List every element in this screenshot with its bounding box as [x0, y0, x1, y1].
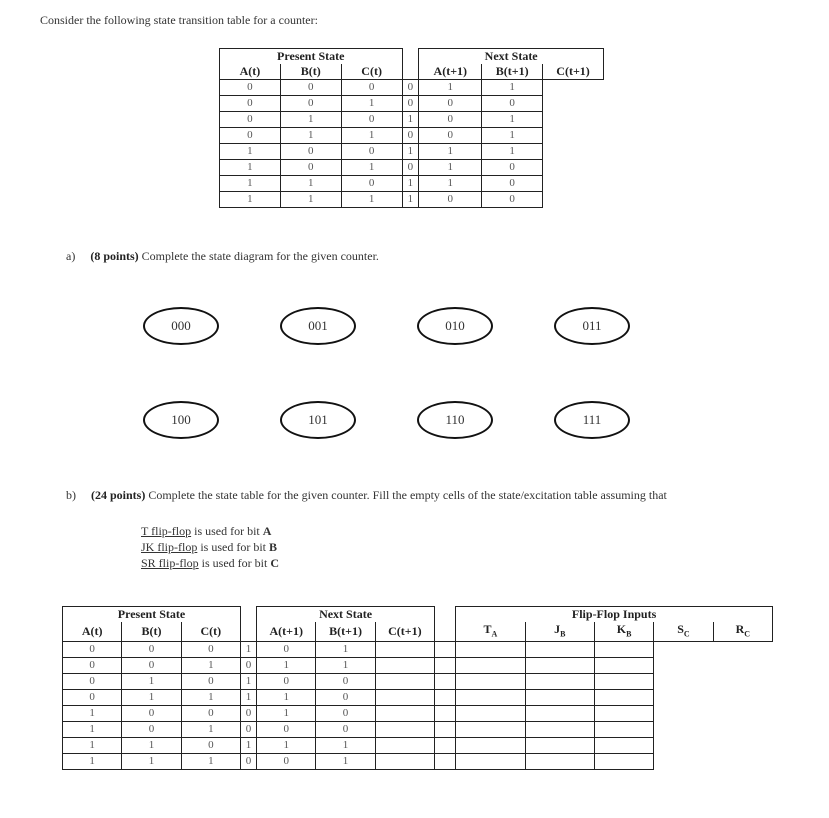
- table-cell: 1: [220, 160, 281, 176]
- table-cell: 0: [240, 706, 256, 722]
- ff-input-cell[interactable]: [525, 658, 594, 674]
- table-cell: 1: [402, 176, 419, 192]
- state-node-111[interactable]: 111: [554, 401, 630, 439]
- table-cell: 1: [181, 690, 240, 706]
- table-row: [63, 706, 773, 722]
- ff-input-cell[interactable]: [456, 722, 525, 738]
- ff-input-cell[interactable]: [375, 690, 434, 706]
- table-cell: 1: [122, 738, 181, 754]
- table-cell: 0: [482, 160, 543, 176]
- ff-input-cell[interactable]: [525, 754, 594, 770]
- ff-input-cell[interactable]: [435, 754, 456, 770]
- ff-input-cell[interactable]: [525, 674, 594, 690]
- table-cell: 0: [316, 706, 375, 722]
- table-cell: 0: [316, 722, 375, 738]
- table-cell: 1: [341, 192, 402, 208]
- table-cell: 1: [419, 144, 482, 160]
- ff-input-cell[interactable]: [375, 706, 434, 722]
- ff-input-cell[interactable]: [456, 754, 525, 770]
- table-cell: 1: [419, 176, 482, 192]
- ff-input-cell[interactable]: [594, 754, 653, 770]
- ff-input-cell[interactable]: [594, 706, 653, 722]
- table-cell: 0: [220, 128, 281, 144]
- col2-a-t1: A(t+1): [257, 622, 316, 642]
- table-cell: 0: [280, 96, 341, 112]
- ff-input-cell[interactable]: [435, 690, 456, 706]
- ff-input-cell[interactable]: [375, 754, 434, 770]
- table-cell: 1: [419, 80, 482, 96]
- ff-input-cell[interactable]: [375, 722, 434, 738]
- next-state-header: Next State: [419, 49, 604, 65]
- table-cell: 1: [63, 722, 122, 738]
- table-cell: 0: [316, 690, 375, 706]
- table-cell: 1: [63, 738, 122, 754]
- ff-input-cell[interactable]: [594, 738, 653, 754]
- table-cell: 1: [122, 754, 181, 770]
- table-row: [220, 96, 604, 112]
- col-a-t1: A(t+1): [419, 64, 482, 80]
- table-cell: 0: [257, 722, 316, 738]
- table-cell: 1: [316, 642, 375, 658]
- table-row: [63, 658, 773, 674]
- table-row: [63, 738, 773, 754]
- next-state-header-2: Next State: [257, 607, 435, 623]
- ff-line-a: T flip-flop is used for bit A: [141, 524, 272, 538]
- table-cell: 0: [419, 128, 482, 144]
- ff-input-cell[interactable]: [525, 722, 594, 738]
- table-cell: 1: [341, 160, 402, 176]
- col-c-t1: C(t+1): [543, 64, 604, 80]
- table-cell: 0: [257, 754, 316, 770]
- ff-input-cell[interactable]: [525, 690, 594, 706]
- table-cell: 1: [341, 96, 402, 112]
- state-node-011[interactable]: 011: [554, 307, 630, 345]
- ff-input-cell[interactable]: [525, 706, 594, 722]
- ff-input-cell[interactable]: [375, 674, 434, 690]
- table-cell: 1: [257, 690, 316, 706]
- table-cell: 0: [341, 144, 402, 160]
- ff-input-cell[interactable]: [456, 690, 525, 706]
- table-cell: 0: [181, 674, 240, 690]
- table-cell: 0: [280, 80, 341, 96]
- table-cell: 1: [482, 144, 543, 160]
- ff-input-cell[interactable]: [525, 642, 594, 658]
- table-cell: 0: [482, 192, 543, 208]
- col-ta: $T_A$: [456, 622, 525, 642]
- table-cell: 1: [220, 192, 281, 208]
- col2-a-t: A(t): [63, 622, 122, 642]
- table-row: [63, 754, 773, 770]
- table-cell: 0: [482, 96, 543, 112]
- state-transition-table: [219, 48, 604, 208]
- table-cell: 0: [122, 722, 181, 738]
- ff-input-cell[interactable]: [456, 674, 525, 690]
- ff-input-cell[interactable]: [594, 674, 653, 690]
- table-cell: 0: [240, 722, 256, 738]
- table-cell: 1: [257, 738, 316, 754]
- table-cell: 1: [220, 144, 281, 160]
- table-cell: 0: [257, 642, 316, 658]
- table-cell: 0: [419, 96, 482, 112]
- ff-input-cell[interactable]: [456, 706, 525, 722]
- part-b-question: b) (24 points) Complete the state table for the given counter. Fill the empty cells of the state/excitation table assuming that: [66, 488, 667, 502]
- table-row: [63, 642, 773, 658]
- table-cell: 0: [280, 144, 341, 160]
- table-cell: 1: [240, 690, 256, 706]
- col2-b-t: B(t): [122, 622, 181, 642]
- table-cell: 1: [63, 706, 122, 722]
- table-cell: 1: [280, 128, 341, 144]
- present-state-header: Present State: [220, 49, 403, 65]
- table-row: [220, 192, 604, 208]
- state-node-000[interactable]: 000: [143, 307, 219, 345]
- table-cell: 0: [220, 80, 281, 96]
- ff-line-c: SR flip-flop is used for bit C: [141, 556, 280, 570]
- col-sc: $S_C$: [654, 622, 713, 642]
- table-cell: 1: [316, 658, 375, 674]
- table-row: [220, 128, 604, 144]
- ff-input-cell[interactable]: [375, 658, 434, 674]
- table-cell: 1: [181, 722, 240, 738]
- table-cell: 0: [220, 112, 281, 128]
- excitation-table: [62, 606, 773, 770]
- table-cell: 0: [402, 128, 419, 144]
- col-jb: $J_B$: [525, 622, 594, 642]
- ff-input-cell[interactable]: [435, 642, 456, 658]
- table-cell: 0: [181, 642, 240, 658]
- state-node-100[interactable]: 100: [143, 401, 219, 439]
- table-cell: 1: [341, 128, 402, 144]
- col-kb: $K_B$: [594, 622, 653, 642]
- table-cell: 1: [240, 674, 256, 690]
- table-cell: 1: [280, 192, 341, 208]
- col2-c-t: C(t): [181, 622, 240, 642]
- state-node-110[interactable]: 110: [417, 401, 493, 439]
- table-cell: 0: [122, 706, 181, 722]
- col2-b-t1: B(t+1): [316, 622, 375, 642]
- table-cell: 0: [63, 658, 122, 674]
- table-cell: 0: [482, 176, 543, 192]
- table-cell: 1: [181, 658, 240, 674]
- table-cell: 0: [402, 160, 419, 176]
- table-cell: 0: [63, 690, 122, 706]
- table-row: [63, 722, 773, 738]
- table-cell: 1: [482, 112, 543, 128]
- state-node-101[interactable]: 101: [280, 401, 356, 439]
- table-cell: 0: [316, 674, 375, 690]
- table-cell: 1: [402, 112, 419, 128]
- table-cell: 1: [316, 754, 375, 770]
- table-cell: 1: [122, 690, 181, 706]
- ff-input-cell[interactable]: [375, 642, 434, 658]
- table-cell: 0: [122, 642, 181, 658]
- ff-input-cell[interactable]: [375, 738, 434, 754]
- ff-line-b: JK flip-flop is used for bit B: [141, 540, 278, 554]
- table-cell: 1: [280, 176, 341, 192]
- table-row: [220, 160, 604, 176]
- state-node-001[interactable]: 001: [280, 307, 356, 345]
- table-cell: 1: [122, 674, 181, 690]
- table-cell: 1: [257, 658, 316, 674]
- table-cell: 0: [122, 658, 181, 674]
- table-cell: 1: [280, 112, 341, 128]
- table-cell: 1: [240, 738, 256, 754]
- ff-input-cell[interactable]: [594, 690, 653, 706]
- col-a-t: A(t): [220, 64, 281, 80]
- ff-input-cell[interactable]: [435, 738, 456, 754]
- table-cell: 0: [341, 80, 402, 96]
- table-row: [63, 690, 773, 706]
- table-cell: 0: [402, 96, 419, 112]
- table-cell: 1: [181, 754, 240, 770]
- ff-input-cell[interactable]: [456, 658, 525, 674]
- table-cell: 0: [419, 192, 482, 208]
- table-row: [63, 674, 773, 690]
- table-cell: 1: [482, 80, 543, 96]
- table-cell: 1: [257, 706, 316, 722]
- table-cell: 1: [402, 192, 419, 208]
- ff-input-cell[interactable]: [435, 706, 456, 722]
- table-cell: 0: [63, 642, 122, 658]
- table-cell: 1: [220, 176, 281, 192]
- table-cell: 0: [63, 674, 122, 690]
- table-cell: 0: [280, 160, 341, 176]
- table-row: [220, 176, 604, 192]
- present-state-header-2: Present State: [63, 607, 241, 623]
- table-cell: 0: [181, 706, 240, 722]
- table-cell: 1: [240, 642, 256, 658]
- col-c-t: C(t): [341, 64, 402, 80]
- table-cell: 0: [240, 754, 256, 770]
- table-cell: 0: [341, 176, 402, 192]
- state-node-010[interactable]: 010: [417, 307, 493, 345]
- table-cell: 0: [402, 80, 419, 96]
- table-cell: 1: [419, 160, 482, 176]
- table-cell: 0: [341, 112, 402, 128]
- ff-input-cell[interactable]: [594, 658, 653, 674]
- table-row: [220, 112, 604, 128]
- part-a-question: a) (8 points) Complete the state diagram for the given counter.: [66, 249, 379, 263]
- col-b-t: B(t): [280, 64, 341, 80]
- table-cell: 0: [240, 658, 256, 674]
- col2-c-t1: C(t+1): [375, 622, 434, 642]
- table-cell: 0: [181, 738, 240, 754]
- ff-input-cell[interactable]: [456, 642, 525, 658]
- table-row: [220, 144, 604, 160]
- table-cell: 0: [257, 674, 316, 690]
- ff-input-cell[interactable]: [435, 722, 456, 738]
- intro-text: Consider the following state transition table for a counter:: [40, 13, 318, 27]
- table-cell: 0: [419, 112, 482, 128]
- table-cell: 1: [402, 144, 419, 160]
- ff-input-cell[interactable]: [594, 722, 653, 738]
- table-cell: 1: [482, 128, 543, 144]
- col-rc: $R_C$: [713, 622, 772, 642]
- table-cell: 1: [63, 754, 122, 770]
- ff-input-cell[interactable]: [456, 738, 525, 754]
- table-row: [220, 80, 604, 96]
- col-b-t1: B(t+1): [482, 64, 543, 80]
- ff-input-cell[interactable]: [435, 658, 456, 674]
- ff-input-cell[interactable]: [594, 642, 653, 658]
- ff-inputs-header: Flip-Flop Inputs: [456, 607, 773, 623]
- table-cell: 0: [220, 96, 281, 112]
- table-cell: 1: [316, 738, 375, 754]
- ff-input-cell[interactable]: [525, 738, 594, 754]
- ff-input-cell[interactable]: [435, 674, 456, 690]
